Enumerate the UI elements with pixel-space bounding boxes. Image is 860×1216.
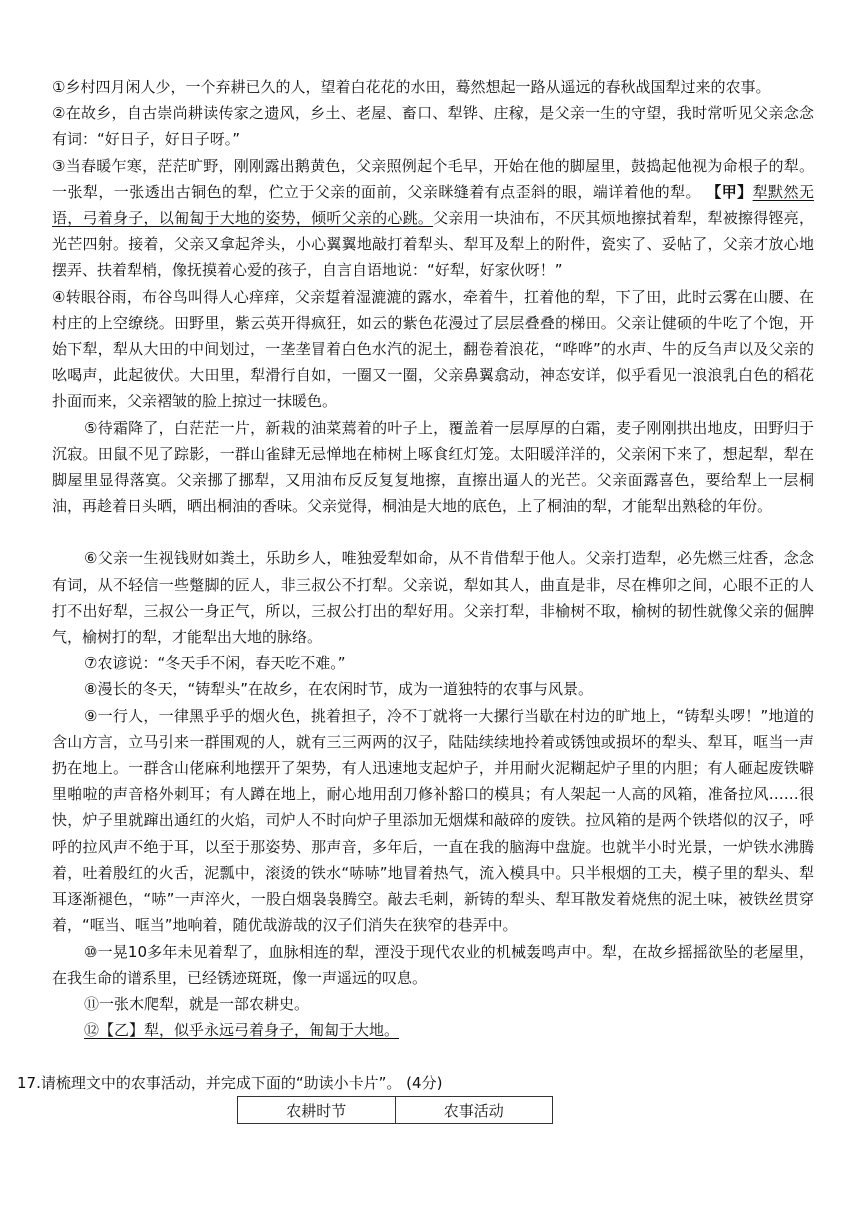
underlined-sentence-jia: 犁默然无语，弓着身子，以匍匐于大地的姿势，倾听父亲的心跳。 (52, 182, 814, 228)
column-header-season: 农耕时节 (238, 1097, 396, 1124)
mark-jia: 【甲】 (706, 182, 753, 201)
paragraph-1: ①乡村四月闲人少，一个弃耕已久的人，望着白花花的水田，蓦然想起一路从遥远的春秋战国犁过来的农事。 (52, 78, 771, 96)
paragraph-11: ⑪一张木爬犁，就是一部农耕史。 (84, 994, 310, 1013)
paragraph-3-text-b: 父亲用一块油布，不厌其烦地擦拭着犁，犁被擦得铿亮，光芒四射。接着，父亲又拿起斧头，小心翼翼地敲打着犁头、犁耳及犁上的附件，瓷实了、妥帖了，父亲才放心地摆弄、扶着犁梢，像抚摸着心爱的孩子，自言自语地说：“好犁，好家伙呀！” (52, 209, 814, 280)
paragraph-gap (52, 519, 814, 545)
paragraph-7: ⑦农谚说：“冬天手不闲，春天吃不难。” (84, 654, 346, 673)
paragraph-5: ⑤待霜降了，白茫茫一片，新栽的油菜蔫着的叶子上，覆盖着一层厚厚的白霜，麦子刚刚拱出地皮，田野归于沉寂。田鼠不见了踪影，一群山雀肆无忌惮地在柿树上啄食红灯笼。太阳暖洋洋的，父亲闲下来了，想起犁，犁在脚屋里显得落寞。父亲挪了挪犁，又用油布反反复复地擦，直擦出逼人的光芒。父亲面露喜色，要给犁上一层桐油，再趁着日头晒，晒出桐油的香味。父亲觉得，桐油是大地的底色，上了桐油的犁，才能犁出熟稔的年份。 (52, 418, 814, 516)
paragraph-3 (52, 153, 814, 284)
paragraph-8: ⑧漫长的冬天，“铸犁头”在故乡，在农闲时节，成为一道独特的农事与风景。 (84, 680, 593, 699)
passage (52, 74, 814, 1043)
paragraph-9: ⑨一行人，一律黑乎乎的烟火色，挑着担子，冷不丁就将一大摞行当歇在村边的旷地上，“铸犁头啰！”地道的含山方言，立马引来一群围观的人，就有三三两两的汉子，陆陆续续地拎着或锈蚀或损坏的犁头、犁耳，哐当一声扔在地上。一群含山佬麻利地摆开了架势，有人迅速地支起炉子，并用耐火泥糊起炉子里的内胆；有人砸起废铁噼里啪啦的声音格外刺耳；有人蹲在地上，耐心地用刮刀修补豁口的模具；有人架起一人高的风箱，准备拉风……很快，炉子里就蹿出通红的火焰，司炉人不时向炉子里添加无烟煤和敲碎的废铁。拉风箱的是两个铁塔似的汉子，呼呼的拉风声不绝于耳，以至于那姿势、那声音，多年后，一直在我的脑海中盘旋。也就半小时光景，一炉铁水沸腾着，吐着殷红的火舌，泥瓢中，滚烫的铁水“哧哧”地冒着热气，流入模具中。只半根烟的工夫，模子里的犁头、犁耳逐渐褪色，“哧”一声淬火，一股白烟袅袅腾空。敲去毛刺，新铸的犁头、犁耳散发着烧焦的泥土味，被铁丝贯穿着，“哐当、哐当”地响着，随优哉游哉的汉子们消失在狭窄的巷弄中。 (52, 706, 814, 935)
question-17: 17.请梳理文中的农事活动，并完成下面的“助读小卡片”。 (4分) (17, 1074, 443, 1092)
reading-card-table (237, 1096, 553, 1124)
paragraph-12 (52, 1017, 814, 1043)
paragraph-2: ②在故乡，自古崇尚耕读传家之遗风，乡土、老屋、畜口、犁铧、庄稼，是父亲一生的守望，我时常听见父亲念念有词：“好日子，好日子呀。” (52, 104, 814, 149)
underlined-sentence-yi: ⑫【乙】犁，似乎永远弓着身子，匍匐于大地。 (84, 1021, 400, 1040)
table-header-row (238, 1097, 553, 1124)
paragraph-6: ⑥父亲一生视钱财如粪土，乐助乡人，唯独爱犁如命，从不肯借犁于他人。父亲打造犁，必先燃三炷香，念念有词，从不轻信一些蹩脚的匠人，非三叔公不打犁。父亲说，犁如其人，曲直是非，尽在榫卯之间，心眼不正的人打不出好犁，三叔公一身正气，所以，三叔公打出的犁好用。父亲打犁，非榆树不取，榆树的韧性就像父亲的倔脾气，榆树打的犁，才能犁出大地的脉络。 (52, 549, 814, 647)
paragraph-4: ④转眼谷雨，布谷鸟叫得人心痒痒，父亲踅着湿漉漉的露水，牵着牛，扛着他的犁，下了田，此时云雾在山腰、在村庄的上空缭绕。田野里，紫云英开得疯狂，如云的紫色花漫过了层层叠叠的梯田。父亲让健硕的牛吃了个饱，开始下犁，犁从大田的中间划过，一垄垄冒着白色水汽的泥土，翻卷着浪花，“哗哗”的水声、牛的反刍声以及父亲的吆喝声，此起彼伏。大田里，犁滑行自如，一圈又一圈，父亲鼻翼翕动，神态安详，似乎看见一浪浪乳白色的稻花扑面而来，父亲褶皱的脸上掠过一抹暖色。 (52, 287, 814, 411)
paragraph-3-text-a: ③当春暖乍寒，茫茫旷野，刚刚露出鹅黄色，父亲照例起个毛早，开始在他的脚屋里，鼓捣起他视为命根子的犁。一张犁，一张透出古铜色的犁，伫立于父亲的面前，父亲眯缝着有点歪斜的眼，端详着他的犁。 (52, 156, 814, 201)
paragraph-10: ⑩一晃10多年未见着犁了，血脉相连的犁，湮没于现代农业的机械轰鸣声中。犁，在故乡摇摇欲坠的老屋里，在我生命的谱系里，已经锈迹斑斑，像一声遥远的叹息。 (52, 942, 814, 987)
column-header-activity: 农事活动 (395, 1097, 553, 1124)
